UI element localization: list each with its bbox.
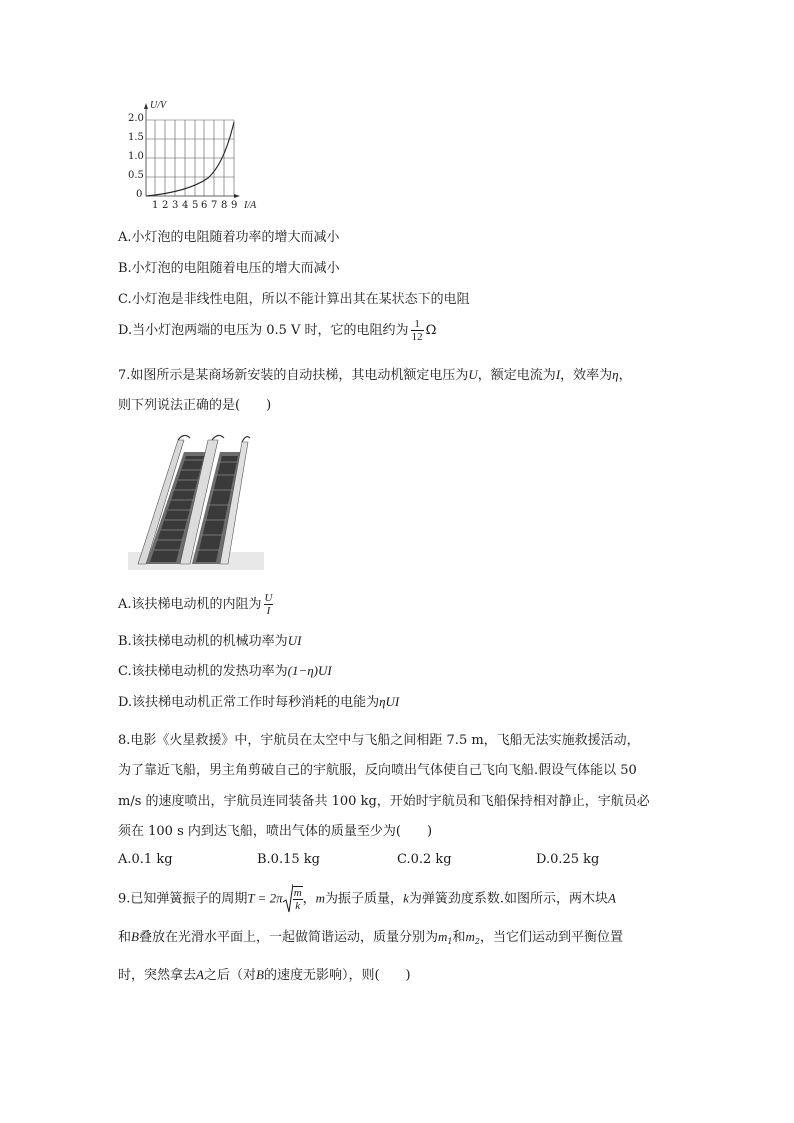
y-tick-2.0: 2.0: [128, 113, 144, 124]
q9-text: 之后（对: [203, 968, 256, 983]
q8-line1: 8.电影《火星救援》中，宇航员在太空中与飞船之间相距 7.5 m，飞船无法实施救援活动，: [118, 733, 640, 748]
q6-option-b: B.小灯泡的电阻随着电压的增大而减小: [118, 261, 340, 276]
x-tick: 1: [152, 200, 159, 211]
q6-option-d-unit: Ω: [425, 323, 437, 338]
subscript-2: 2: [474, 937, 480, 946]
sqrt-symbol: [283, 884, 303, 914]
var-a: A: [196, 967, 204, 982]
var-m: m: [315, 890, 326, 906]
x-tick: 2: [162, 200, 169, 211]
var-m2: m: [465, 929, 475, 944]
q9-line1: [118, 884, 616, 914]
q9-text: 和: [452, 930, 466, 945]
q7-option-a-text: A.该扶梯电动机的内阻为: [118, 597, 262, 612]
q9-text: 9.已知弹簧振子的周期: [118, 891, 248, 907]
x-axis-label: I/A: [244, 200, 257, 211]
q8-line3: m/s 的速度喷出，宇航员连同装备共 100 kg，开始时宇航员和飞船保持相对静止，宇航员必: [118, 794, 650, 809]
x-tick: 8: [221, 200, 228, 211]
q8-option-a: A.0.1 kg: [118, 852, 173, 867]
var-a: A: [607, 890, 616, 906]
q7-stem-text: ，: [618, 368, 632, 383]
var-u: U: [468, 367, 478, 382]
q7-stem-text: ，额定电流为: [477, 368, 556, 383]
q7-option-c: [118, 662, 332, 681]
escalator-svg: [128, 430, 264, 570]
q9-text: ，: [302, 891, 316, 907]
x-tick: 9: [231, 200, 238, 211]
q6-option-d: [118, 318, 436, 343]
q9-text: 的速度无影响），则( ): [263, 968, 411, 983]
q7-option-b-expr: UI: [287, 633, 302, 648]
q7-stem-text: 7.如图所示是某商场新安装的自动扶梯，其电动机额定电压为: [118, 368, 469, 383]
q8-option-d: D.0.25 kg: [536, 852, 600, 867]
q6-option-d-text: D.当小灯泡两端的电压为 0.5 V 时，它的电阻约为: [118, 323, 409, 338]
q7-stem-text: ，效率为: [560, 368, 613, 383]
y-tick-1.5: 1.5: [128, 132, 144, 143]
q8-line2: 为了靠近飞船，男主角剪破自己的宇航服，反向喷出气体使自己飞向飞船.假设气体能以 50: [118, 763, 637, 778]
y-tick-0.5: 0.5: [128, 170, 144, 181]
escalator-image: [128, 430, 264, 570]
fraction-numerator: 1: [411, 318, 424, 331]
q6-option-c: C.小灯泡是非线性电阻，所以不能计算出其在某状态下的电阻: [118, 292, 470, 307]
q9-text: 和: [118, 930, 132, 945]
ui-curve: [146, 122, 234, 196]
q7-option-c-expr: (1−η)UI: [287, 663, 332, 678]
q7-stem-line1: [118, 366, 632, 385]
q7-stem-line2: 则下列说法正确的是( ): [118, 398, 272, 413]
q6-option-a: A.小灯泡的电阻随着功率的增大而减小: [118, 230, 340, 245]
q9-line2: [118, 928, 623, 951]
var-eta: η: [612, 367, 619, 382]
var-k: k: [403, 890, 409, 906]
x-tick: 5: [192, 200, 199, 211]
q9-text: 为振子质量，: [325, 891, 404, 907]
var-m1: m: [437, 929, 448, 944]
y-tick-1.0: 1.0: [128, 151, 144, 162]
q9-text: ，当它们运动到平衡位置: [479, 930, 623, 945]
q9-formula-lhs: T = 2π: [247, 890, 283, 906]
q9-line3: [118, 966, 411, 985]
q7-option-d: [118, 693, 399, 712]
q6-option-d-fraction: [411, 318, 424, 343]
subscript-1: 1: [447, 937, 453, 946]
q7-option-a-fraction: [264, 592, 274, 617]
q8-line4: 须在 100 s 内到达飞船，喷出气体的质量至少为( ): [118, 824, 433, 839]
var-i: I: [555, 367, 561, 382]
fraction-numerator: U: [264, 592, 273, 604]
q8-option-b: B.0.15 kg: [257, 852, 320, 867]
var-b: B: [255, 967, 264, 982]
x-tick: 7: [211, 200, 218, 211]
x-tick: 4: [182, 200, 189, 211]
x-tick: 3: [172, 200, 179, 211]
q9-text: 为弹簧劲度系数.如图所示，两木块: [408, 891, 608, 907]
q8-option-c: C.0.2 kg: [397, 852, 452, 867]
q7-option-d-text: D.该扶梯电动机正常工作时每秒消耗的电能为: [118, 695, 380, 710]
x-tick: 6: [201, 200, 208, 211]
q9-text: 时，突然拿去: [118, 968, 197, 983]
y-axis-label: U/V: [150, 100, 167, 111]
y-tick-0: 0: [136, 189, 143, 200]
ui-graph-svg: [128, 96, 268, 216]
q7-option-b-text: B.该扶梯电动机的机械功率为: [118, 634, 288, 649]
q7-option-c-text: C.该扶梯电动机的发热功率为: [118, 664, 288, 679]
q7-option-d-expr: ηUI: [379, 694, 400, 709]
fraction-denominator: 12: [411, 331, 423, 343]
q7-option-b: [118, 632, 301, 651]
ui-graph-figure: [128, 96, 268, 216]
fraction-denominator: I: [266, 605, 271, 617]
q9-sqrt-fraction: [293, 886, 303, 912]
q7-option-a: [118, 592, 275, 617]
var-b: B: [131, 929, 139, 944]
fraction-denominator: k: [295, 900, 301, 912]
fraction-numerator: m: [293, 887, 302, 899]
q9-text: 叠放在光滑水平面上，一起做简谐运动，质量分别为: [138, 930, 438, 945]
